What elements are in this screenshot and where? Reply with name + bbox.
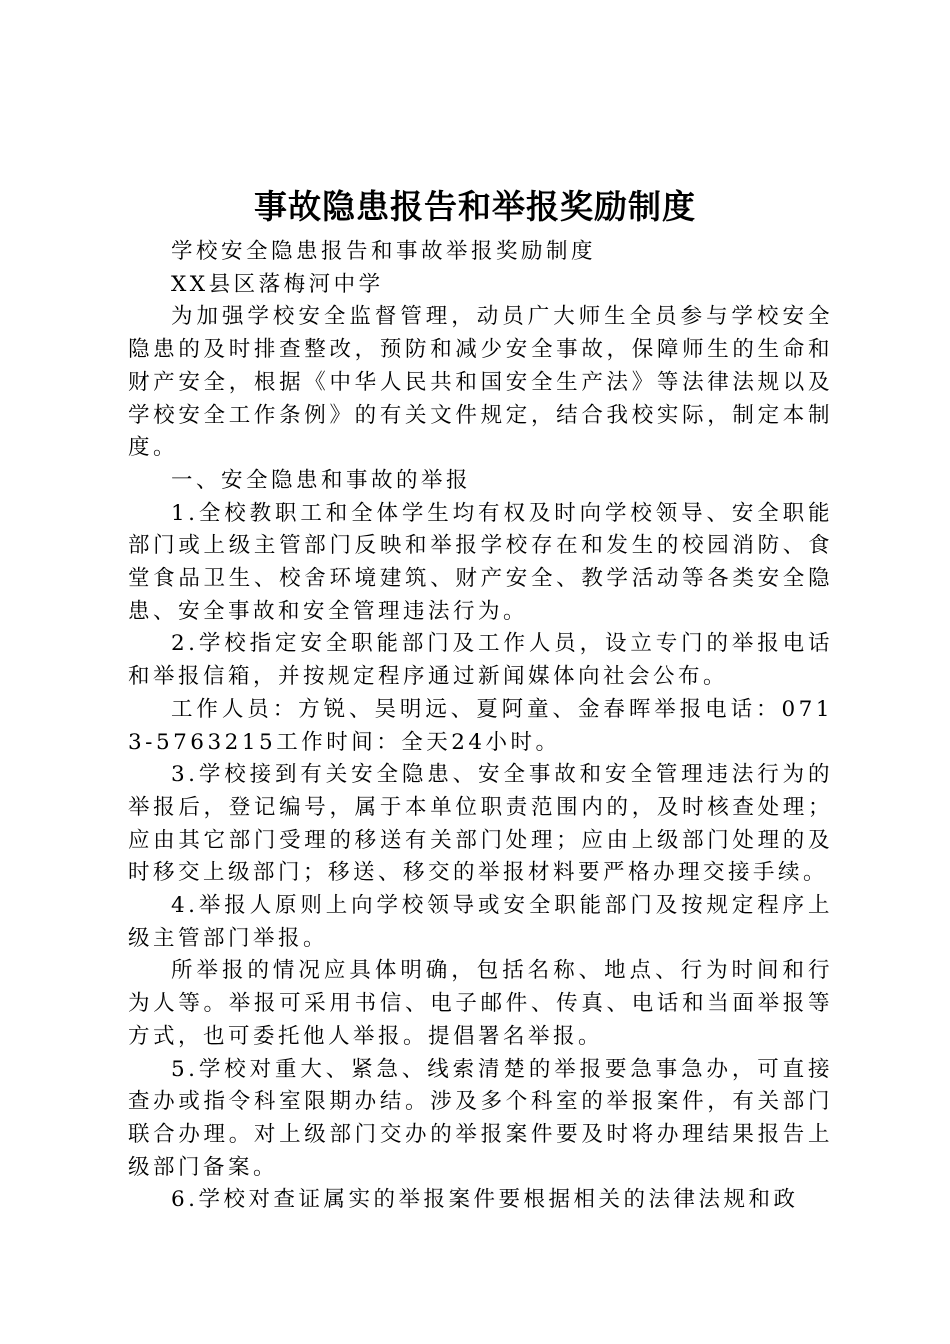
section-heading: 一、安全隐患和事故的举报 xyxy=(171,467,472,493)
paragraph-item-6: 6.学校对查证属实的举报案件要根据相关的法律法规和政 xyxy=(171,1187,799,1213)
document-title: 事故隐患报告和举报奖励制度 xyxy=(254,187,696,226)
paragraph-item-3: 3.学校接到有关安全隐患、安全事故和安全管理违法行为的举报后，登记编号，属于本单位职责范围内的，及时核查处理；应由其它部门受理的移送有关部门处理；应由上级部门处理的及时移交上级部门；移送、移交的举报材料要严格办理交接手续。 xyxy=(128,762,833,886)
paragraph-item-2: 2.学校指定安全职能部门及工作人员，设立专门的举报电话和举报信箱，并按规定程序通过新闻媒体向社会公布。 xyxy=(128,631,833,690)
paragraph-intro: 为加强学校安全监督管理，动员广大师生全员参与学校安全隐患的及时排查整改，预防和减少安全事故，保障师生的生命和财产安全，根据《中华人民共和国安全生产法》等法律法规以及学校安全工作条例》的有关文件规定，结合我校实际，制定本制度。 xyxy=(128,304,833,461)
paragraph-report-details: 所举报的情况应具体明确，包括名称、地点、行为时间和行为人等。举报可采用书信、电子邮件、传真、电话和当面举报等方式，也可委托他人举报。提倡署名举报。 xyxy=(128,958,833,1049)
document-body xyxy=(128,236,833,1217)
paragraph-item-1: 1.全校教职工和全体学生均有权及时向学校领导、安全职能部门或上级主管部门反映和举报学校存在和发生的校园消防、食堂食品卫生、校舍环境建筑、财产安全、教学活动等各类安全隐患、安全事故和安全管理违法行为。 xyxy=(128,500,833,624)
document-subtitle: 学校安全隐患报告和事故举报奖励制度 xyxy=(171,239,597,264)
paragraph-item-4: 4.举报人原则上向学校领导或安全职能部门及按规定程序上级主管部门举报。 xyxy=(128,893,833,951)
paragraph-item-5: 5.学校对重大、紧急、线索清楚的举报要急事急办，可直接查办或指令科室限期办结。涉及多个科室的举报案件，有关部门联合办理。对上级部门交办的举报案件要及时将办理结果报告上级部门备案。 xyxy=(128,1056,833,1180)
paragraph-staff-contact: 工作人员：方锐、吴明远、夏阿童、金春晖举报电话：0713-5763215工作时间：全天24小时。 xyxy=(128,696,833,755)
school-name: XX县区落梅河中学 xyxy=(171,271,384,297)
